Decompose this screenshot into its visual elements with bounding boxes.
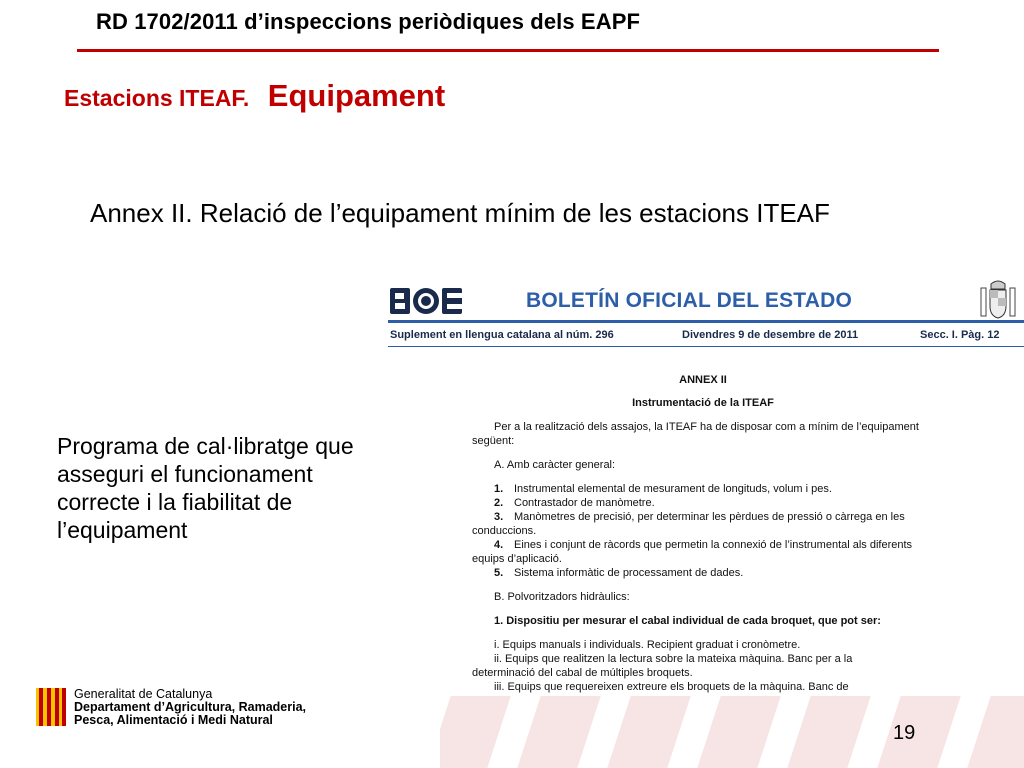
- section-title: [64, 78, 445, 114]
- boe-sub-item: iii. Equips que requereixen extreure els broquets de la màquina. Banc de: [494, 681, 849, 693]
- section-title-part2: Equipament: [267, 78, 446, 113]
- boe-date: Divendres 9 de desembre de 2011: [682, 329, 859, 341]
- description-line: asseguri el funcionament: [57, 461, 313, 487]
- annex-heading: Annex II. Relació de l’equipament mínim de les estacions ITEAF: [90, 198, 830, 228]
- boe-list-item: 2. Contrastador de manòmetre.: [494, 497, 655, 509]
- boe-list-item: 4. Eines i conjunt de ràcords que permetin la connexió de l’instrumental als diferents: [494, 539, 913, 551]
- boe-list-item: 3. Manòmetres de precisió, per determinar les pèrdues de pressió o càrrega en les: [494, 511, 905, 523]
- boe-annex-subtitle: Instrumentació de la ITEAF: [632, 397, 774, 409]
- boe-logo-mark: [390, 286, 464, 316]
- description-line: correcte i la fiabilitat de: [57, 489, 293, 515]
- logo-line-1: Generalitat de Catalunya: [74, 687, 213, 701]
- boe-title: BOLETÍN OFICIAL DEL ESTADO: [526, 289, 853, 312]
- boe-list-item: conduccions.: [472, 525, 537, 537]
- section-title-part1: Estacions ITEAF.: [64, 85, 250, 111]
- boe-annex-title: ANNEX II: [679, 374, 727, 386]
- boe-group-heading: A. Amb caràcter general:: [494, 459, 616, 471]
- spanish-coat-of-arms-icon: [978, 280, 1018, 322]
- boe-list-item: 5. Sistema informàtic de processament de dades.: [494, 567, 744, 579]
- background-stripes: [440, 690, 1024, 768]
- page-number: 19: [893, 722, 916, 744]
- boe-intro: Per a la realització dels assajos, la ITEAF ha de disposar com a mínim de l’equipament: [494, 421, 919, 433]
- boe-logo: [390, 286, 464, 316]
- generalitat-logo: [36, 688, 326, 728]
- description-line: l’equipament: [57, 517, 188, 543]
- boe-sub-item: determinació del cabal de múltiples broquets.: [472, 667, 693, 679]
- description-line: Programa de cal·libratge que: [57, 433, 354, 459]
- logo-text: [74, 688, 306, 727]
- header-divider: [77, 49, 939, 52]
- boe-header-rule: [388, 320, 1024, 323]
- boe-sub-item: ii. Equips que realitzen la lectura sobre la mateixa màquina. Banc per a la: [494, 653, 853, 665]
- boe-list-item: 1. Dispositiu per mesurar el cabal individual de cada broquet, que pot ser:: [494, 615, 881, 627]
- slide-header-title: RD 1702/2011 d’inspeccions periòdiques dels EAPF: [96, 9, 641, 34]
- boe-intro: següent:: [472, 435, 515, 447]
- boe-supplement: Suplement en llengua catalana al núm. 296: [390, 329, 614, 341]
- logo-line-3: Pesca, Alimentació i Medi Natural: [74, 713, 273, 727]
- boe-meta-rule: [388, 346, 1024, 347]
- boe-list-item: 1. Instrumental elemental de mesurament de longituds, volum i pes.: [494, 483, 832, 495]
- catalan-flag-icon: [36, 688, 66, 726]
- boe-section-page: Secc. I. Pàg. 12: [920, 329, 1000, 341]
- boe-document-excerpt: [388, 272, 1024, 696]
- boe-list-item: equips d’aplicació.: [472, 553, 562, 565]
- boe-sub-item: i. Equips manuals i individuals. Recipient graduat i cronòmetre.: [494, 639, 801, 651]
- logo-line-2: Departament d’Agricultura, Ramaderia,: [74, 700, 307, 714]
- boe-group-heading: B. Polvoritzadors hidràulics:: [494, 591, 630, 603]
